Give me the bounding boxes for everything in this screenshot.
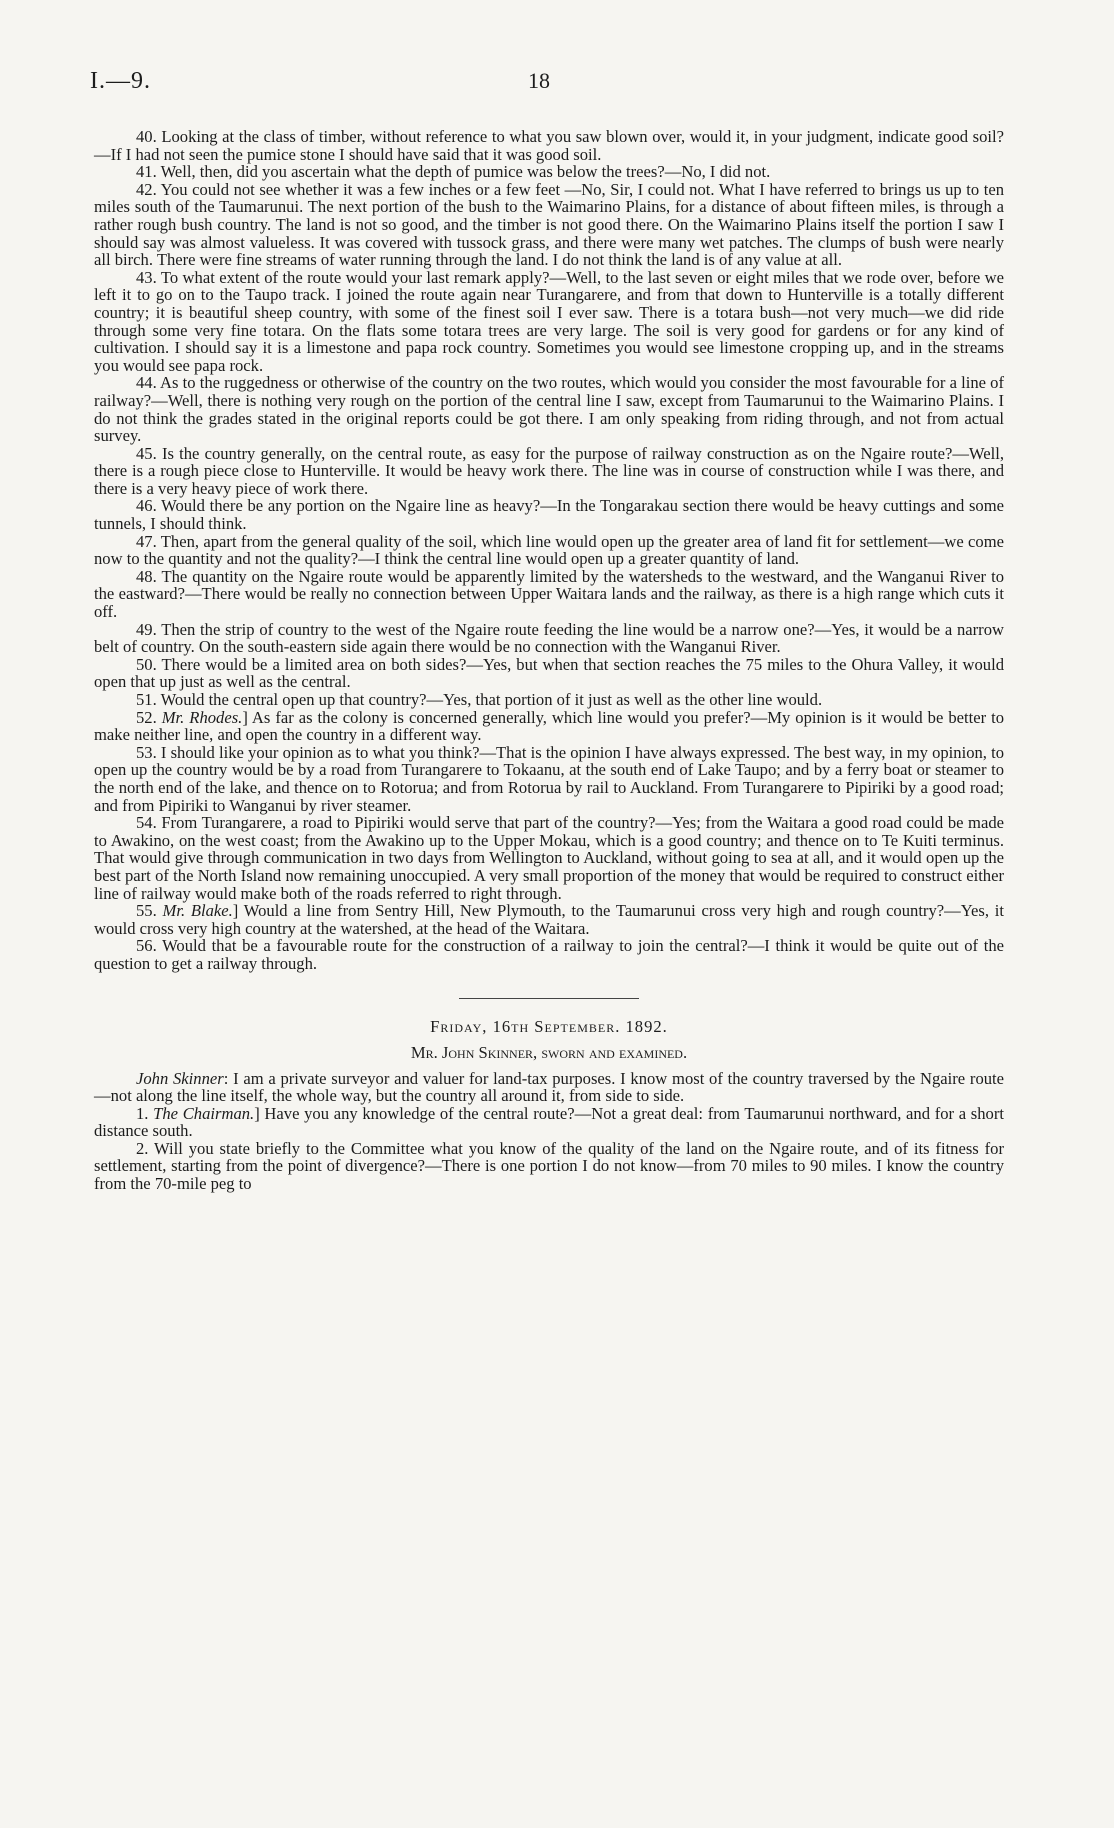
paragraph-number: 1. — [136, 1103, 149, 1123]
paragraph-44: 44. As to the ruggedness or otherwise of the country on the two routes, which would you consider the most favourable for a line of railway?—Well, there is nothing very rough on the portion of the central line I saw, except from Taumarunui to the Waimarino Plains. I do not think the grades stated in the original reports could be got there. I am only speaking from riding through, and not from actual survey. — [94, 373, 1004, 446]
paragraph-43: 43. To what extent of the route would your last remark apply?—Well, to the last seven or eight miles that we rode over, before we left it to go on to the Taupo track. I joined the route again near Turangarere, and from that down to Hunterville is a totally different country; it is beautiful sheep country, with some of the finest soil I ever saw. There is a totara bush—not very much—we did ride through some very fine totara. On the flats some totara trees are very large. The soil is very good for gardens or for any kind of cultivation. I should say it is a limestone and papa rock country. Sometimes you would see limestone cropping up, and in the streams you would see papa rock. — [94, 267, 1004, 375]
paragraph-body: ] Have you any knowledge of the central route?—Not a great deal: from Taumarunui northward, and for a short distance south. — [94, 1103, 1004, 1141]
section-divider — [459, 998, 639, 999]
paragraph-42: 42. You could not see whether it was a few inches or a few feet —No, Sir, I could not. What I have referred to brings us up to ten miles south of the Taumarunui. The next portion of the bush to the Waimarino Plains, for a distance of about fifteen miles, is through a rather rough bush country. The land is not so good, and the timber is not good there. On the Waimarino Plains itself the portion I saw I should say was almost valueless. It was covered with tussock grass, and there were many wet patches. The clumps of bush were nearly all birch. There were fine streams of water running through the land. I do not think the land is of any value at all. — [94, 179, 1004, 270]
speaker-name: The Chairman. — [153, 1103, 255, 1123]
page-number: 18 — [528, 68, 550, 93]
paragraph-number: 52. — [136, 707, 157, 727]
paragraph-48: 48. The quantity on the Ngaire route would be apparently limited by the watersheds to the westward, and the Wanganui River to the eastward?—There would be really no connection between Upper Waitara lands and the railway, as there is a high range which cuts it off. — [94, 566, 1004, 622]
paragraph-46: 46. Would there be any portion on the Ngaire line as heavy?—In the Tongarakau section there would be heavy cuttings and some tunnels, I should think. — [94, 496, 1004, 534]
paragraph-40: 40. Looking at the class of timber, without reference to what you saw blown over, would it, in your judgment, indicate good soil?—If I had not seen the pumice stone I should have said that it was good soil. — [94, 127, 1004, 164]
paragraph-body: ] As far as the colony is concerned generally, which line would you prefer?—My opinion is it would be better to make neither line, and open the country in a different way. — [94, 707, 1004, 745]
question-1 — [94, 1105, 1004, 1140]
paragraph-49: 49. Then the strip of country to the west of the Ngaire route feeding the line would be a narrow one?—Yes, it would be a narrow belt of country. On the south-eastern side again there would be no connection with the Wanganui River. — [94, 619, 1004, 657]
paragraph-47: 47. Then, apart from the general quality of the soil, which line would open up the greater area of land fit for settlement—we come now to the quantity and not the quality?—I think the central line would open up a greater quantity of land. — [94, 531, 1004, 569]
session-date: Friday, 16th September. 1892. — [430, 1016, 668, 1036]
page-header — [0, 68, 1114, 108]
witness-heading: Mr. John Skinner, sworn and examined. — [410, 1042, 688, 1062]
question-2: 2. Will you state briefly to the Committee what you know of the quality of the land on the Ngaire route, and of its fitness for settlement, starting from the point of divergence?—There is one portion I do not know—from 70 miles to 90 miles. I know the country from the 70-mile peg to — [94, 1138, 1004, 1194]
paragraph-54: 54. From Turangarere, a road to Pipiriki would serve that part of the country?—Yes; from the Waitara a good road could be made to Awakino, on the west coast; from the Awakino up to the Upper Mokau, which is a good country; and thence on to Te Kuiti terminus. That would give through communication in two days from Wellington to Auckland, without going to sea at all, and it would open up the best part of the North Island now remaining unoccupied. A very small proportion of the money that would be required to construct either line of railway would make both of the roads referred to right through. — [94, 813, 1004, 903]
speaker-name: Mr. Rhodes. — [161, 707, 243, 727]
document-reference: I.—9. — [90, 68, 151, 94]
paragraph-55 — [94, 902, 1004, 937]
speaker-name: Mr. Blake. — [162, 901, 233, 921]
paragraph-53: 53. I should like your opinion as to what you think?—That is the opinion I have always expressed. The best way, in my opinion, to open up the country would be by a road from Turangarere to Tokaanu, at the south end of Lake Taupo; and by a ferry boat or steamer to the north end of the lake, and thence on to Rotorua; and from Rotorua by rail to Auckland. From Turangarere to Pipiriki by a good road; and from Pipiriki to Wanganui by river steamer. — [94, 742, 1004, 815]
evidence-text — [94, 128, 1004, 1193]
paragraph-body: ] Would a line from Sentry Hill, New Plymouth, to the Taumarunui cross very high and rough country?—Yes, it would cross very high country at the watershed, at the head of the Waitara. — [94, 901, 1004, 938]
paragraph-body: : I am a private surveyor and valuer for land-tax purposes. I know most of the country traversed by the Ngaire route—not along the line itself, the whole way, but the country all around it, from side to side. — [94, 1068, 1005, 1106]
paragraph-52 — [94, 709, 1004, 744]
paragraph-number: 55. — [136, 901, 157, 921]
witness-statement — [94, 1070, 1004, 1105]
paragraph-50: 50. There would be a limited area on both sides?—Yes, but when that section reaches the 75 miles to the Ohura Valley, it would open that up just as well as the central. — [94, 654, 1004, 692]
witness-name: John Skinner — [136, 1068, 224, 1088]
paragraph-56: 56. Would that be a favourable route for the construction of a railway to join the central?—I think it would be quite out of the question to get a railway through. — [94, 936, 1004, 973]
paragraph-45: 45. Is the country generally, on the central route, as easy for the purpose of railway construction as on the Ngaire route?—Well, there is a rough piece close to Hunterville. It would be heavy work there. The line was in course of construction while I was there, and there is a very heavy piece of work there. — [94, 443, 1004, 498]
paragraph-51: 51. Would the central open up that country?—Yes, that portion of it just as well as the other line would. — [136, 690, 823, 709]
paragraph-41: 41. Well, then, did you ascertain what the depth of pumice was below the trees?—No, I did not. — [136, 162, 771, 182]
